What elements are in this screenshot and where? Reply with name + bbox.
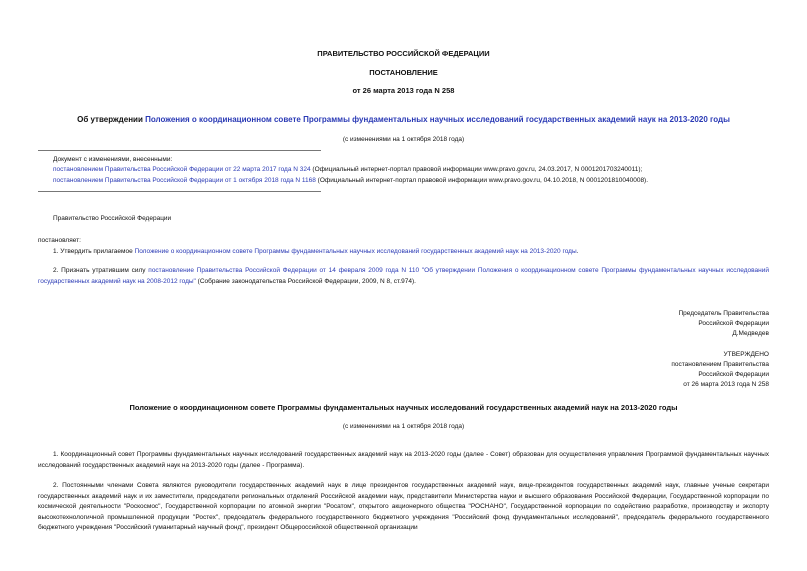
regulation-paragraph-1: 1. Координационный совет Программы фундаментальных научных исследований государственных академий наук на 2013-2020 годы (далее - Совет) образован для осуществления управления Программой фундаментальных научных исследований государственных академий наук на 2013-2020 годы (далее - Программа). [38, 451, 769, 469]
item1-end: . [576, 248, 579, 255]
item2-text: 2. Признать утратившим силу [53, 267, 149, 274]
item1-text: 1. Утвердить прилагаемое [53, 248, 135, 255]
approved-line-2: Российской Федерации [698, 371, 769, 378]
document-date-number: от 26 марта 2013 года N 258 [352, 86, 455, 95]
signature-name: Д.Медведев [732, 330, 769, 337]
government-subject: Правительство Российской Федерации [53, 215, 172, 222]
title-prefix: Об утверждении [77, 115, 146, 124]
approved-line-1: постановлением Правительства [671, 361, 769, 368]
amendment-text: (Официальный интернет-портал правовой информации www.pravo.gov.ru, 04.10.2018, N 0001201810040008). [315, 177, 649, 184]
amendment-link[interactable]: постановлением Правительства Российской Федерации от 22 марта 2017 года N 324 [53, 166, 311, 173]
document-title [0, 115, 807, 124]
item2-link[interactable]: постановление Правительства Российской Федерации от 14 февраля 2009 года N 110 "Об утверждении Положения о координационном совете Программы фундаментальных научных исследований государственных академий наук на 2008-2012 годы" [38, 267, 769, 285]
regulation-changes-note: (с изменениями на 1 октября 2018 года) [342, 423, 465, 430]
approved-line-3: от 26 марта 2013 года N 258 [683, 381, 769, 388]
changes-note: (с изменениями на 1 октября 2018 года) [342, 136, 465, 143]
regulation-paragraph-2: 2. Постоянными членами Совета являются руководители государственных академий наук в лице президентов государственных академий наук, вице-президентов государственных академий наук, главные ученые секретари государственных академий наук и их заместители, председатели региональных отделений Российской академии наук, представители Министерства науки и высшего образования Российской Федерации, Государственной корпорации по космической деятельности "Роскосмос", Государственной корпорации по атомной энергии "Росатом", открытого акционерного общества "РОСНАНО", Государственной корпорации по содействию разработке, производству и экспорту высокотехнологичной промышленной продукции "Ростех", председатель федерального государственного бюджетного учреждения "Российский фонд фундаментальных исследований", председатель федерального государственного бюджетного учреждения "Российский гуманитарный научный фонд", президент Общероссийской общественной организации [38, 482, 769, 532]
item1-link[interactable]: Положение о координационном совете Программы фундаментальных научных исследований государственных академий наук на 2013-2020 годы [134, 248, 577, 255]
item2-end: (Собрание законодательства Российской Федерации, 2009, N 8, ст.974). [195, 277, 416, 285]
approved-label: УТВЕРЖДЕНО [723, 351, 769, 358]
divider-bottom [38, 191, 321, 192]
decides-word: постановляет: [38, 237, 81, 244]
amendment-item [53, 177, 648, 184]
regulation-title: Положение о координационном совете Программы фундаментальных научных исследований государственных академий наук на 2013-2020 годы [129, 403, 678, 412]
decision-item-2 [38, 266, 769, 287]
amendment-item [53, 166, 642, 173]
government-name: ПРАВИТЕЛЬСТВО РОССИЙСКОЙ ФЕДЕРАЦИИ [317, 49, 490, 58]
document-type: ПОСТАНОВЛЕНИЕ [369, 68, 438, 77]
signature-title-1: Председатель Правительства [678, 310, 769, 317]
signature-title-2: Российской Федерации [698, 320, 769, 327]
divider-top [38, 150, 321, 151]
decision-item-1 [53, 248, 578, 255]
title-link[interactable]: Положения о координационном совете Программы фундаментальных научных исследований государственных академий наук на 2013-2020 годы [145, 115, 730, 124]
amendment-text: (Официальный интернет-портал правовой информации www.pravo.gov.ru, 24.03.2017, N 0001201703240011); [310, 166, 643, 173]
amendment-link[interactable]: постановлением Правительства Российской Федерации от 1 октября 2018 года N 1168 [53, 177, 316, 184]
amendments-intro: Документ с изменениями, внесенными: [53, 156, 173, 163]
